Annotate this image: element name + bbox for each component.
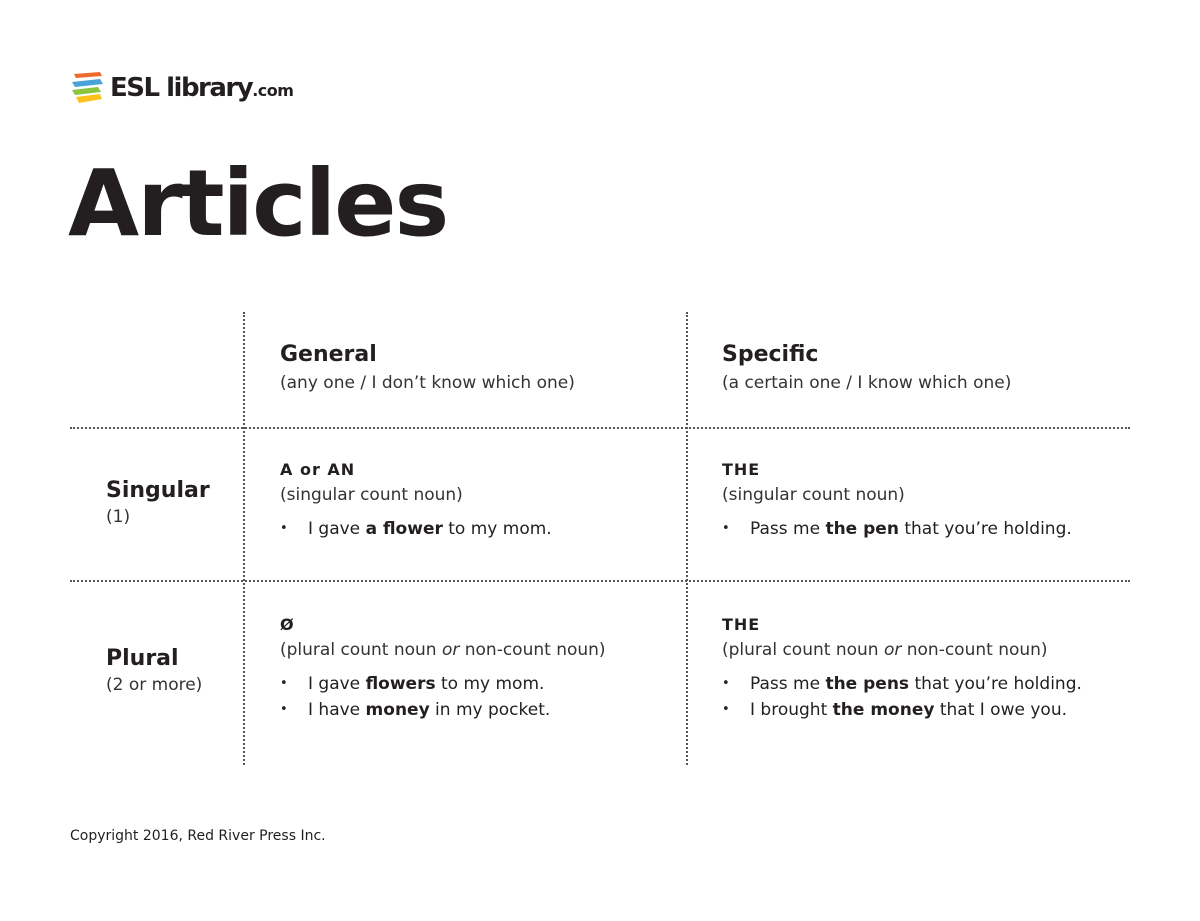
noun-type: (singular count noun): [280, 485, 463, 505]
row-sublabel: (2 or more): [106, 675, 203, 695]
example-item: • I have money in my pocket.: [280, 700, 606, 720]
example-item: • I gave a flower to my mom.: [280, 519, 552, 539]
column-subheading: (any one / I don’t know which one): [280, 373, 575, 393]
cell-plural-specific: [722, 615, 1082, 726]
cell-plural-general: [280, 615, 606, 726]
column-header-specific: [722, 342, 1011, 393]
article-label: Ø: [280, 615, 295, 634]
column-divider: [243, 312, 245, 765]
page-title: Articles: [68, 150, 448, 257]
esl-library-logo: [70, 70, 293, 106]
example-item: • Pass me the pen that you’re holding.: [722, 519, 1072, 539]
cell-singular-general: [280, 460, 552, 545]
noun-type: (singular count noun): [722, 485, 905, 505]
article-label: A or AN: [280, 460, 356, 479]
article-label: THE: [722, 615, 761, 634]
example-item: • I brought the money that I owe you.: [722, 700, 1082, 720]
noun-type: (plural count noun or non-count noun): [280, 640, 606, 660]
example-item: • I gave flowers to my mom.: [280, 674, 606, 694]
row-label: Plural: [106, 646, 179, 671]
cell-singular-specific: [722, 460, 1072, 545]
column-subheading: (a certain one / I know which one): [722, 373, 1012, 393]
noun-type: (plural count noun or non-count noun): [722, 640, 1048, 660]
article-label: THE: [722, 460, 761, 479]
column-header-general: [280, 342, 575, 393]
row-label: Singular: [106, 478, 210, 503]
row-sublabel: (1): [106, 507, 131, 527]
row-divider: [70, 580, 1130, 582]
column-divider: [686, 312, 688, 765]
row-label-singular: [106, 478, 210, 527]
example-item: • Pass me the pens that you’re holding.: [722, 674, 1082, 694]
column-heading: Specific: [722, 342, 819, 367]
logo-name: library: [166, 73, 253, 103]
copyright-notice: Copyright 2016, Red River Press Inc.: [70, 828, 326, 844]
column-heading: General: [280, 342, 377, 367]
logo-brand: ESL: [110, 73, 159, 103]
row-divider: [70, 427, 1130, 429]
logo-tld: .com: [252, 81, 294, 100]
books-stack-icon: [70, 70, 106, 106]
row-label-plural: [106, 646, 202, 695]
